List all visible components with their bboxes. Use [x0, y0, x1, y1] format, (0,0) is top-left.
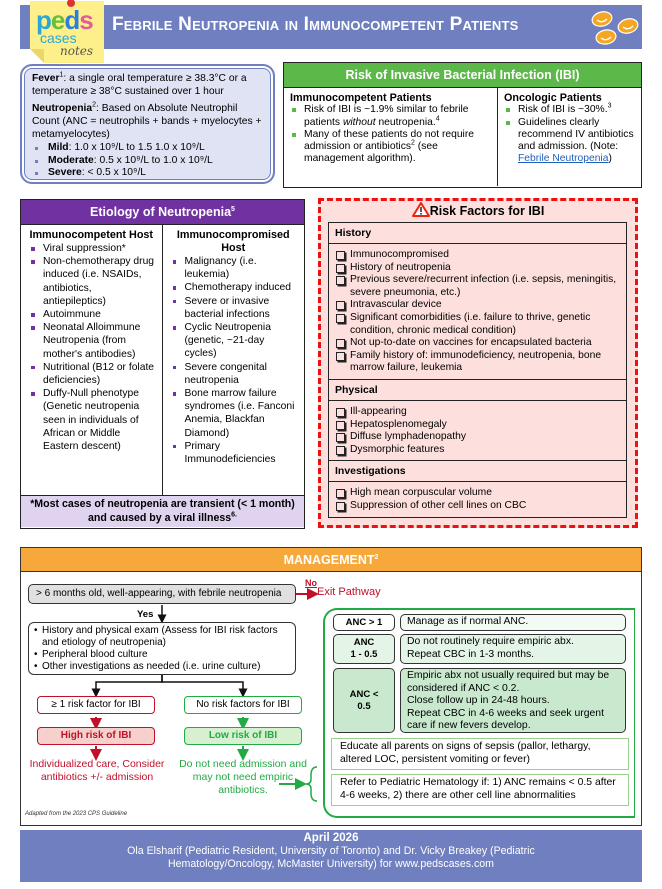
list-item: Nutritional (B12 or folate deficiencies) [27, 361, 156, 387]
definitions-box [20, 64, 275, 184]
ibi-risk-table [283, 62, 642, 188]
list-item: Cyclic Neutropenia (genetic, ~21-day cycles) [169, 321, 299, 361]
page-title: Febrile Neutropenia in Immunocompetent Patients [112, 14, 519, 35]
oncologic-risk: Oncologic Patients Risk of IBI is ~30%.$^3$ Guidelines clearly recommend IV antibiotics and admission. (Note: Febrile Neutropenia) [504, 92, 634, 165]
page-fold [30, 49, 44, 63]
checklist-item[interactable]: Suppression of other cell lines on CBC [335, 500, 620, 513]
checklist-item[interactable]: Family history of: immunodeficiency, neutropenia, bone marrow failure, leukemia [335, 350, 620, 375]
publication-date: April 2026 [303, 832, 359, 844]
grade-severe: Severe: < 0.5 x 10⁹/L [32, 167, 263, 180]
list-item: Primary Immunodeficiencies [169, 440, 299, 466]
list-item: Many of these patients do not require admission or antibiotics$^2$ (see management algorithm). [290, 129, 491, 166]
no-label: No [305, 578, 317, 588]
list-item: • Peripheral blood culture [34, 649, 290, 661]
risk-section-investigations: Investigations [329, 461, 626, 482]
list-item: Guidelines clearly recommend IV antibiotics and admission. (Note: Febrile Neutropenia) [504, 117, 635, 166]
risk-factors-box [318, 198, 638, 528]
logo-peds: peds [36, 5, 93, 35]
source-note: Adapted from the 2023 CPS Guideline [25, 811, 128, 817]
list-item: Severe or invasive bacterial infections [169, 295, 299, 321]
pedscases-logo [30, 1, 104, 63]
management-title: MANAGEMENT$^2$ [21, 548, 641, 572]
ibi-risk-title: Risk of Invasive Bacterial Infection (IBI) [284, 63, 641, 88]
author-credits: Ola Elsharif (Pediatric Resident, University of Toronto) and Dr. Vicky Breakey (Pediatric Hematology/Oncology, McMaster University) for www.pedscases.com [127, 845, 535, 870]
immunocompetent-risk: Immunocompetent Patients Risk of IBI is ~1.9% similar to febrile patients without neutropenia.$^4$ Many of these patients do not require admission or antibiotics$^2$ (see management algorithm). [284, 88, 498, 186]
list-item: Viral suppression* [27, 242, 156, 255]
risk-section-history: History [329, 223, 626, 244]
neutropenia-definition: Neutropenia$^2$: Based on Absolute Neutrophil Count (ANC = neutrophils + bands + myelocytes + metamyelocytes) [32, 101, 262, 140]
etiology-footnote: *Most cases of neutropenia are transient (< 1 month) and caused by a viral illness$^{6.}$ [21, 495, 304, 527]
anc-label-2: ANC 1 - 0.5 [333, 634, 395, 664]
anc-action-3: Empiric abx not usually required but may be considered if ANC < 0.2. Close follow up in 24-48 hours. Repeat CBC in 4-6 weeks and seek urgent care if new fevers develop. [400, 668, 626, 733]
fever-definition: Fever$^1$: a single oral temperature ≥ 38.3°C or a temperature ≥ 38°C sustained over 1 hour [32, 71, 247, 97]
checklist-item[interactable]: Dysmorphic features [335, 444, 620, 457]
list-item: Severe congenital neutropenia [169, 361, 299, 387]
warning-icon [412, 202, 430, 217]
list-item: Neonatal Alloimmune Neutropenia (from mother's antibodies) [27, 321, 156, 361]
management-section [20, 547, 642, 826]
high-risk-criteria: ≥ 1 risk factor for IBI [37, 696, 155, 714]
high-risk-label: High risk of IBI [37, 727, 155, 745]
etiology-title: Etiology of Neutropenia$^5$ [21, 200, 304, 225]
footer [20, 830, 642, 882]
eligibility-question: > 6 months old, well-appearing, with febrile neutropenia [28, 584, 296, 604]
severity-grades [32, 142, 263, 180]
list-item: • Other investigations as needed (i.e. urine culture) [34, 661, 290, 673]
checklist-item[interactable]: Ill-appearing [335, 406, 620, 419]
exit-pathway: Exit Pathway [317, 586, 381, 598]
anc-label-3: ANC < 0.5 [333, 668, 395, 733]
list-item: • History and physical exam (Assess for IBI risk factors and etiology of neutropenia) [34, 625, 290, 649]
risk-checklist [329, 482, 626, 516]
logo-cases: cases [40, 30, 77, 46]
immunocompetent-host-column: Immunocompetent Host Viral suppression* Non-chemotherapy drug induced (i.e. NSAIDs, antibiotics, antiepileptics) Autoimmune Neonatal Alloimmune Neutropenia (from mother's antibodies) Nutritional (B12 or folate deficiencies) Duffy-Null phenotype (Genetic neutropenia seen in individuals of African or Middle Eastern descent) [21, 225, 163, 495]
checklist-item[interactable]: History of neutropenia [335, 262, 620, 275]
low-risk-outcome: Do not need admission and may not need empiric antibiotics. [179, 758, 307, 796]
risk-section-physical: Physical [329, 380, 626, 401]
grade-moderate: Moderate: 0.5 x 10⁹/L to 1.0 x 10⁹/L [32, 155, 263, 168]
etiology-table [20, 199, 305, 529]
high-risk-outcome: Individualized care, Consider antibiotics +/- admission [29, 758, 165, 783]
febrile-neutropenia-link[interactable]: Febrile Neutropenia [518, 153, 609, 165]
list-item: Autoimmune [27, 308, 156, 321]
workup-box [28, 622, 296, 675]
low-risk-label: Low risk of IBI [184, 727, 302, 745]
checklist-item[interactable]: Not up-to-date on vaccines for encapsulated bacteria [335, 337, 620, 350]
checklist-item[interactable]: High mean corpuscular volume [335, 487, 620, 500]
low-risk-criteria: No risk factors for IBI [184, 696, 302, 714]
list-item: Risk of IBI is ~1.9% similar to febrile patients without neutropenia.$^4$ [290, 104, 491, 129]
list-item: Non-chemotherapy drug induced (i.e. NSAIDs, antibiotics, antiepileptics) [27, 255, 156, 308]
anc-action-1: Manage as if normal ANC. [400, 614, 626, 631]
logo-notes: notes [60, 44, 94, 58]
checklist-item[interactable]: Previous severe/recurrent infection (i.e. sepsis, meningitis, severe pneumonia, etc.) [335, 274, 620, 299]
checklist-item[interactable]: Immunocompromised [335, 249, 620, 262]
grade-mild: Mild: 1.0 x 10⁹/L to 1.5 1.0 x 10⁹/L [32, 142, 263, 155]
anc-action-2: Do not routinely require empiric abx. Repeat CBC in 1-3 months. [400, 634, 626, 664]
risk-factors-checklist [328, 222, 627, 518]
list-item: Chemotherapy induced [169, 281, 299, 294]
checklist-item[interactable]: Significant comorbidities (i.e. failure to thrive, genetic condition, chronic medical condition) [335, 312, 620, 337]
list-item: Duffy-Null phenotype (Genetic neutropenia seen in individuals of African or Middle Eastern descent) [27, 387, 156, 453]
refer-hematology: Refer to Pediatric Hematology if: 1) ANC remains < 0.5 after 4-6 weeks, 2) there are other cell line abnormalities [331, 774, 629, 806]
risk-checklist [329, 244, 626, 380]
checklist-item[interactable]: Hepatosplenomegaly [335, 419, 620, 432]
risk-checklist [329, 401, 626, 461]
anc-label-1: ANC > 1 [333, 614, 395, 631]
list-item: Bone marrow failure syndromes (i.e. Fanconi Anemia, Blackfan Diamond) [169, 387, 299, 440]
checklist-item[interactable]: Diffuse lymphadenopathy [335, 431, 620, 444]
educate-parents: Educate all parents on signs of sepsis (pallor, lethargy, altered LOC, persistent vomiting or fever) [331, 738, 629, 770]
risk-factors-title: Risk Factors for IBI [321, 201, 635, 221]
yes-label: Yes [137, 609, 154, 620]
immunocompromised-host-column: Immunocompromised Host Malignancy (i.e. leukemia) Chemotherapy induced Severe or invasive bacterial infections Cyclic Neutropenia (genetic, ~21-day cycles) Severe congenital neutropenia Bone marrow failure syndromes (i.e. Fanconi Anemia, Blackfan Diamond) Primary Immunodeficiencies [163, 225, 305, 495]
list-item: Risk of IBI is ~30%.$^3$ [504, 104, 635, 116]
checklist-item[interactable]: Intravascular device [335, 299, 620, 312]
neutrophil-cells-icon [590, 8, 640, 46]
list-item: Malignancy (i.e. leukemia) [169, 255, 299, 281]
